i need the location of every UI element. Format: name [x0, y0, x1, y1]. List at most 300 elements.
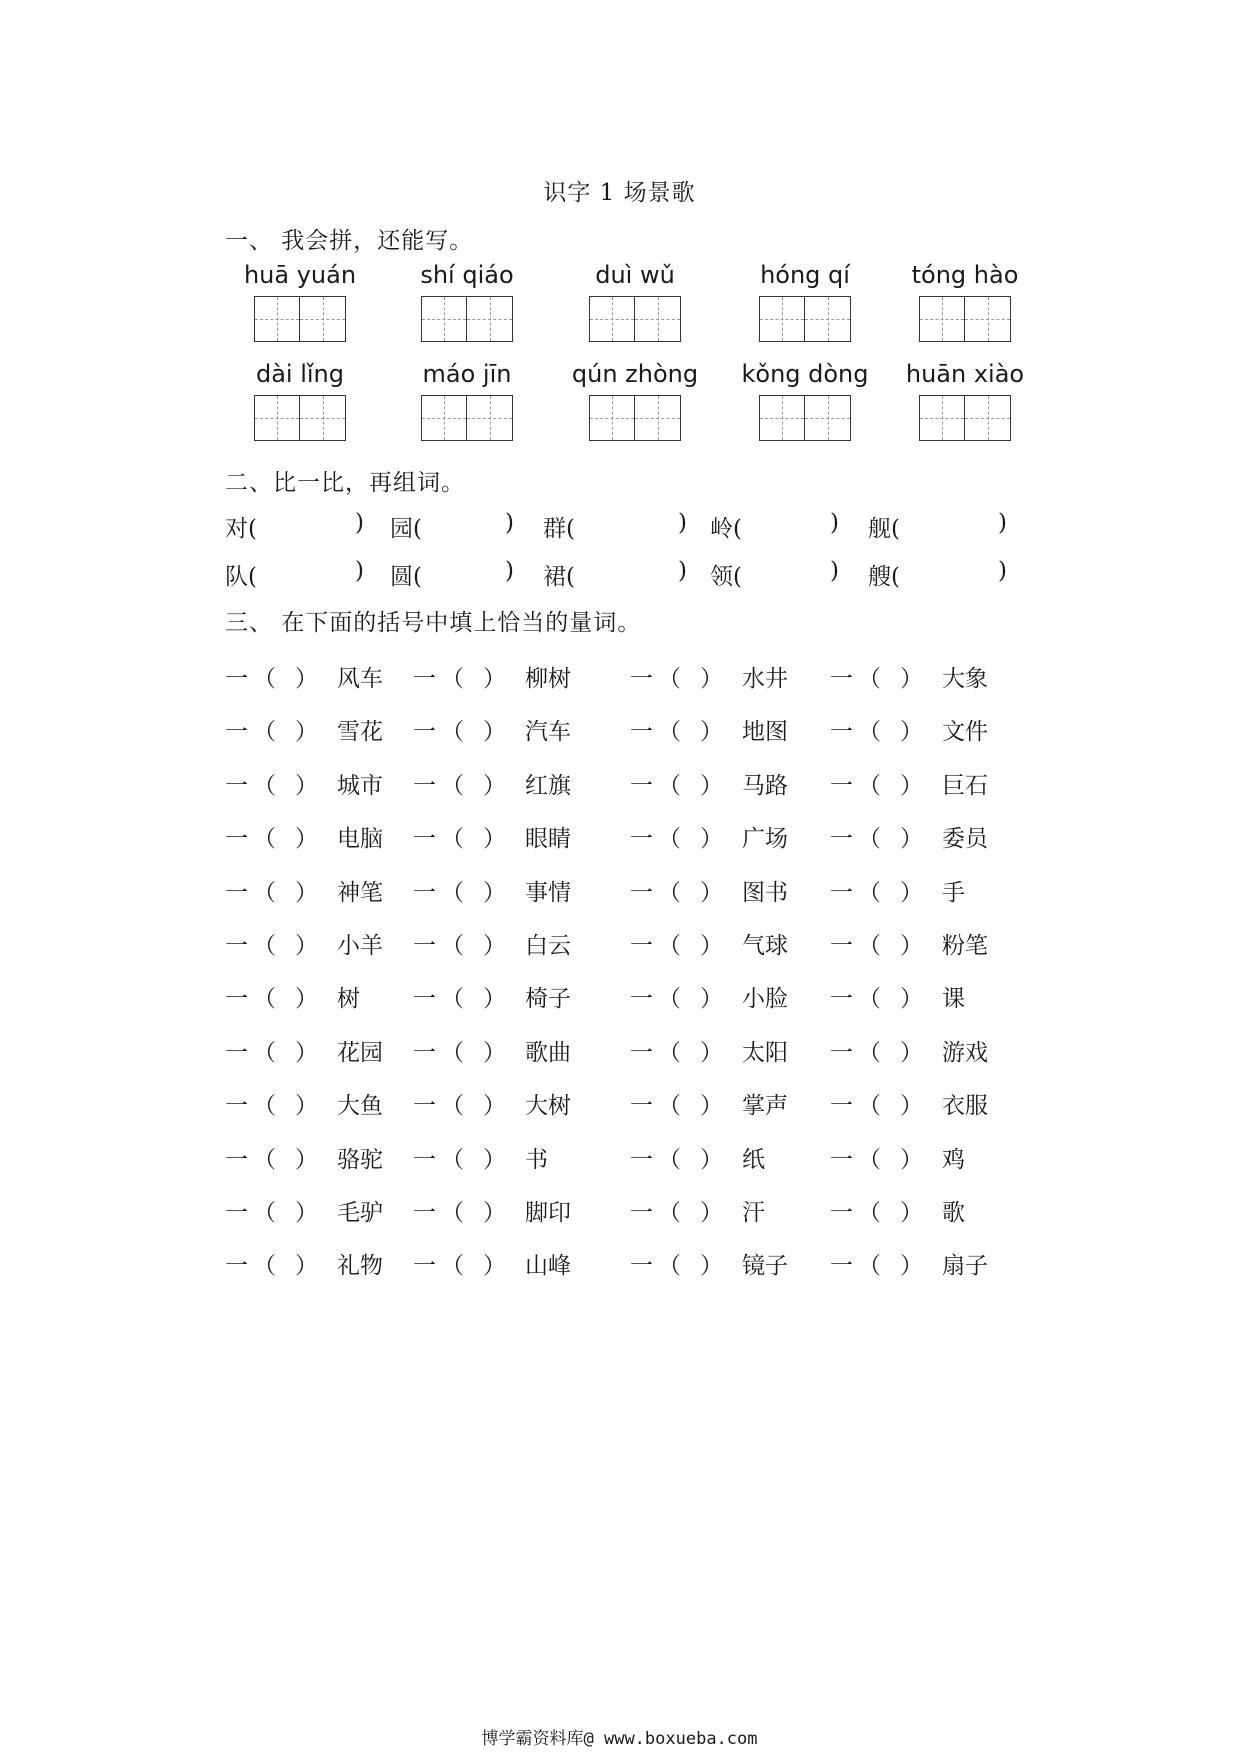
noun-text: 电脑 — [337, 826, 383, 853]
prefix-one: 一 — [225, 666, 248, 692]
prefix-one: 一 — [830, 933, 853, 959]
tianzige-writing-box[interactable] — [467, 296, 513, 342]
prefix-one: 一 — [225, 1093, 248, 1120]
noun-text: 汽车 — [525, 719, 571, 746]
prefix-one: 一 — [413, 826, 436, 853]
paren-open: ( — [891, 516, 900, 542]
noun-text: 山峰 — [525, 1253, 571, 1280]
noun-text: 气球 — [742, 933, 788, 959]
paren-close: ） — [700, 933, 723, 959]
prefix-one: 一 — [830, 772, 853, 799]
paren-close: ） — [295, 1200, 318, 1226]
noun-text: 大象 — [942, 666, 988, 692]
measure-word-row — [225, 1141, 1025, 1175]
paren-open: （ — [441, 933, 464, 959]
paren-close: ） — [700, 1093, 723, 1120]
noun-text: 扇子 — [942, 1253, 988, 1280]
pinyin-text: kǒng dòng — [741, 360, 869, 388]
paren-open: （ — [658, 1253, 681, 1280]
prefix-one: 一 — [630, 1146, 653, 1173]
compare-character: 队 — [225, 564, 248, 590]
paren-close: ） — [483, 986, 506, 1013]
paren-open: （ — [253, 772, 276, 799]
noun-text: 大鱼 — [337, 1093, 383, 1120]
noun-text: 掌声 — [742, 1093, 788, 1120]
paren-close: ） — [483, 933, 506, 959]
noun-text: 风车 — [337, 666, 383, 692]
paren-open: （ — [441, 986, 464, 1013]
compare-item — [543, 558, 687, 591]
prefix-one: 一 — [830, 719, 853, 746]
paren-open: ( — [891, 564, 900, 590]
paren-open: （ — [441, 1253, 464, 1280]
paren-open: （ — [441, 1039, 464, 1066]
pinyin-item — [215, 357, 385, 441]
prefix-one: 一 — [830, 1200, 853, 1226]
paren-close: ） — [483, 719, 506, 746]
prefix-one: 一 — [830, 879, 853, 906]
prefix-one: 一 — [413, 719, 436, 746]
paren-close: ） — [700, 826, 723, 853]
paren-open: ( — [733, 564, 742, 590]
paren-open: （ — [441, 826, 464, 853]
paren-close: ） — [700, 1039, 723, 1066]
paren-close: ) — [998, 558, 1007, 584]
paren-close: ） — [700, 666, 723, 692]
pinyin-text: huā yuán — [243, 261, 357, 289]
noun-text: 小羊 — [337, 933, 383, 959]
noun-text: 课 — [942, 986, 965, 1013]
compare-item — [543, 510, 687, 543]
measure-word-row — [225, 1194, 1025, 1228]
paren-open: （ — [858, 1093, 881, 1120]
tianzige-writing-box[interactable] — [300, 296, 346, 342]
writing-boxes — [880, 296, 1050, 342]
pinyin-text: shí qiáo — [420, 261, 514, 289]
paren-close: ) — [998, 510, 1007, 536]
pinyin-item — [720, 357, 890, 441]
paren-close: ） — [900, 772, 923, 799]
prefix-one: 一 — [830, 1039, 853, 1066]
prefix-one: 一 — [830, 666, 853, 692]
paren-close: ） — [295, 826, 318, 853]
tianzige-writing-box[interactable] — [759, 296, 805, 342]
tianzige-writing-box[interactable] — [300, 395, 346, 441]
compare-character: 裙 — [543, 564, 566, 590]
paren-close: ） — [483, 1093, 506, 1120]
noun-text: 游戏 — [942, 1039, 988, 1066]
noun-text: 大树 — [525, 1093, 571, 1120]
noun-text: 神笔 — [337, 879, 383, 906]
tianzige-writing-box[interactable] — [421, 296, 467, 342]
paren-close: ） — [295, 933, 318, 959]
prefix-one: 一 — [830, 1253, 853, 1280]
writing-boxes — [382, 296, 552, 342]
prefix-one: 一 — [413, 986, 436, 1013]
paren-open: ( — [413, 516, 422, 542]
paren-open: （ — [253, 719, 276, 746]
noun-text: 脚印 — [525, 1200, 571, 1226]
paren-open: （ — [253, 1093, 276, 1120]
prefix-one: 一 — [413, 1146, 436, 1173]
pinyin-item — [880, 258, 1050, 342]
compare-item — [710, 510, 839, 543]
pinyin-text: huān xiào — [905, 360, 1025, 388]
noun-text: 委员 — [942, 826, 988, 853]
noun-text: 手 — [942, 879, 965, 906]
paren-close: ） — [483, 1253, 506, 1280]
compare-item — [225, 510, 364, 543]
compare-character: 领 — [710, 564, 733, 590]
paren-close: ） — [900, 719, 923, 746]
paren-close: ） — [295, 1146, 318, 1173]
paren-close: ) — [505, 558, 514, 584]
paren-close: ） — [483, 1200, 506, 1226]
paren-close: ） — [900, 1039, 923, 1066]
paren-open: （ — [253, 826, 276, 853]
prefix-one: 一 — [225, 1146, 248, 1173]
paren-open: （ — [658, 1039, 681, 1066]
paren-open: （ — [658, 719, 681, 746]
paren-close: ） — [483, 826, 506, 853]
paren-open: （ — [858, 772, 881, 799]
paren-open: ( — [248, 516, 257, 542]
paren-open: （ — [658, 1146, 681, 1173]
paren-close: ） — [483, 1039, 506, 1066]
paren-close: ） — [900, 986, 923, 1013]
prefix-one: 一 — [413, 666, 436, 692]
measure-word-row — [225, 1247, 1025, 1281]
paren-close: ） — [295, 719, 318, 746]
prefix-one: 一 — [630, 826, 653, 853]
compare-character: 艘 — [868, 564, 891, 590]
writing-boxes — [550, 296, 720, 342]
prefix-one: 一 — [630, 1039, 653, 1066]
compare-item — [390, 558, 514, 591]
paren-open: （ — [658, 666, 681, 692]
noun-text: 歌曲 — [525, 1039, 571, 1066]
paren-close: ) — [678, 510, 687, 536]
noun-text: 树 — [337, 986, 360, 1013]
noun-text: 礼物 — [337, 1253, 383, 1280]
paren-close: ） — [483, 666, 506, 692]
paren-open: （ — [858, 986, 881, 1013]
pinyin-text: dài lǐng — [255, 360, 345, 388]
paren-close: ） — [483, 879, 506, 906]
prefix-one: 一 — [413, 879, 436, 906]
compare-character: 舰 — [868, 516, 891, 542]
measure-word-row — [225, 980, 1025, 1014]
noun-text: 巨石 — [942, 772, 988, 799]
paren-close: ） — [295, 986, 318, 1013]
paren-close: ） — [700, 1146, 723, 1173]
paren-open: （ — [441, 1200, 464, 1226]
paren-open: （ — [253, 666, 276, 692]
paren-close: ） — [483, 1146, 506, 1173]
paren-close: ） — [700, 1253, 723, 1280]
paren-open: （ — [658, 1093, 681, 1120]
prefix-one: 一 — [413, 1093, 436, 1120]
prefix-one: 一 — [630, 1200, 653, 1226]
noun-text: 广场 — [742, 826, 788, 853]
noun-text: 地图 — [742, 719, 788, 746]
paren-open: （ — [253, 879, 276, 906]
tianzige-writing-box[interactable] — [965, 296, 1011, 342]
compare-row — [225, 510, 1025, 544]
prefix-one: 一 — [630, 1253, 653, 1280]
pinyin-item — [880, 357, 1050, 441]
noun-text: 柳树 — [525, 666, 571, 692]
measure-word-row — [225, 713, 1025, 747]
paren-close: ) — [505, 510, 514, 536]
paren-open: （ — [441, 1146, 464, 1173]
paren-close: ） — [700, 879, 723, 906]
paren-open: （ — [441, 666, 464, 692]
noun-text: 马路 — [742, 772, 788, 799]
measure-word-row — [225, 927, 1025, 961]
compare-row — [225, 558, 1025, 592]
compare-character: 群 — [543, 516, 566, 542]
paren-close: ） — [700, 719, 723, 746]
paren-open: （ — [441, 879, 464, 906]
measure-word-row — [225, 820, 1025, 854]
paren-close: ) — [355, 510, 364, 536]
pinyin-item — [382, 357, 552, 441]
noun-text: 花园 — [337, 1039, 383, 1066]
pinyin-text: qún zhòng — [571, 360, 699, 388]
footer-watermark: 博学霸资料库@ www.boxueba.com — [481, 1729, 758, 1749]
compare-character: 对 — [225, 516, 248, 542]
pinyin-text: hóng qí — [760, 261, 850, 289]
paren-close: ） — [900, 1146, 923, 1173]
tianzige-writing-box[interactable] — [254, 296, 300, 342]
paren-open: （ — [858, 719, 881, 746]
noun-text: 红旗 — [525, 772, 571, 799]
measure-word-row — [225, 767, 1025, 801]
prefix-one: 一 — [630, 879, 653, 906]
paren-close: ） — [900, 933, 923, 959]
prefix-one: 一 — [225, 986, 248, 1013]
prefix-one: 一 — [413, 1039, 436, 1066]
noun-text: 粉笔 — [942, 933, 988, 959]
section-1-heading: 一、 我会拼，还能写。 — [225, 228, 474, 254]
compare-character: 园 — [390, 516, 413, 542]
paren-close: ) — [355, 558, 364, 584]
prefix-one: 一 — [413, 772, 436, 799]
paren-open: （ — [858, 1039, 881, 1066]
paren-open: （ — [253, 1146, 276, 1173]
noun-text: 衣服 — [942, 1093, 988, 1120]
pinyin-text: duì wǔ — [595, 261, 675, 289]
paren-open: （ — [253, 986, 276, 1013]
paren-open: （ — [658, 826, 681, 853]
paren-open: ( — [413, 564, 422, 590]
pinyin-item — [215, 258, 385, 342]
noun-text: 事情 — [525, 879, 571, 906]
paren-close: ) — [830, 510, 839, 536]
prefix-one: 一 — [225, 1253, 248, 1280]
noun-text: 书 — [525, 1146, 548, 1173]
paren-open: （ — [858, 826, 881, 853]
paren-open: ( — [733, 516, 742, 542]
measure-word-row — [225, 1087, 1025, 1121]
paren-close: ） — [483, 772, 506, 799]
tianzige-writing-box[interactable] — [919, 296, 965, 342]
writing-boxes — [382, 395, 552, 441]
section-3-heading: 三、 在下面的括号中填上恰当的量词。 — [225, 610, 642, 636]
paren-close: ） — [295, 1039, 318, 1066]
noun-text: 太阳 — [742, 1039, 788, 1066]
paren-open: （ — [658, 986, 681, 1013]
compare-item — [225, 558, 364, 591]
paren-open: （ — [658, 772, 681, 799]
noun-text: 文件 — [942, 719, 988, 746]
prefix-one: 一 — [630, 933, 653, 959]
compare-character: 岭 — [710, 516, 733, 542]
noun-text: 镜子 — [742, 1253, 788, 1280]
noun-text: 椅子 — [525, 986, 571, 1013]
paren-open: ( — [566, 564, 575, 590]
tianzige-writing-box[interactable] — [805, 395, 851, 441]
paren-close: ） — [700, 772, 723, 799]
prefix-one: 一 — [413, 1253, 436, 1280]
pinyin-item — [550, 258, 720, 342]
paren-close: ） — [900, 666, 923, 692]
writing-boxes — [720, 296, 890, 342]
paren-close: ） — [295, 666, 318, 692]
tianzige-writing-box[interactable] — [919, 395, 965, 441]
noun-text: 城市 — [337, 772, 383, 799]
prefix-one: 一 — [225, 933, 248, 959]
prefix-one: 一 — [225, 772, 248, 799]
noun-text: 眼睛 — [525, 826, 571, 853]
paren-open: （ — [253, 933, 276, 959]
paren-open: （ — [858, 933, 881, 959]
paren-open: （ — [858, 1146, 881, 1173]
prefix-one: 一 — [225, 879, 248, 906]
prefix-one: 一 — [413, 933, 436, 959]
tianzige-writing-box[interactable] — [805, 296, 851, 342]
paren-open: （ — [658, 1200, 681, 1226]
pinyin-item — [720, 258, 890, 342]
prefix-one: 一 — [630, 719, 653, 746]
paren-close: ） — [295, 772, 318, 799]
prefix-one: 一 — [830, 1093, 853, 1120]
tianzige-writing-box[interactable] — [965, 395, 1011, 441]
tianzige-writing-box[interactable] — [254, 395, 300, 441]
compare-character: 圆 — [390, 564, 413, 590]
paren-close: ） — [900, 826, 923, 853]
pinyin-text: tóng hào — [911, 261, 1019, 289]
noun-text: 骆驼 — [337, 1146, 383, 1173]
paren-open: （ — [858, 1200, 881, 1226]
paren-close: ） — [700, 1200, 723, 1226]
noun-text: 纸 — [742, 1146, 765, 1173]
writing-boxes — [215, 296, 385, 342]
writing-boxes — [880, 395, 1050, 441]
prefix-one: 一 — [225, 719, 248, 746]
noun-text: 小脸 — [742, 986, 788, 1013]
prefix-one: 一 — [630, 666, 653, 692]
prefix-one: 一 — [225, 826, 248, 853]
noun-text: 白云 — [525, 933, 571, 959]
tianzige-writing-box[interactable] — [421, 395, 467, 441]
noun-text: 雪花 — [337, 719, 383, 746]
compare-item — [868, 558, 1007, 591]
compare-item — [390, 510, 514, 543]
compare-item — [868, 510, 1007, 543]
paren-close: ） — [900, 1253, 923, 1280]
paren-close: ） — [900, 1200, 923, 1226]
prefix-one: 一 — [630, 772, 653, 799]
compare-item — [710, 558, 839, 591]
measure-word-row — [225, 660, 1025, 694]
paren-open: （ — [858, 879, 881, 906]
paren-open: （ — [858, 666, 881, 692]
tianzige-writing-box[interactable] — [589, 296, 635, 342]
section-2-heading: 二、比一比，再组词。 — [225, 470, 465, 496]
prefix-one: 一 — [225, 1039, 248, 1066]
paren-open: （ — [253, 1200, 276, 1226]
paren-open: （ — [253, 1039, 276, 1066]
prefix-one: 一 — [630, 1093, 653, 1120]
paren-close: ) — [678, 558, 687, 584]
paren-close: ) — [830, 558, 839, 584]
paren-close: ） — [295, 879, 318, 906]
page-title: 识字 1 场景歌 — [543, 180, 696, 206]
pinyin-item — [550, 357, 720, 441]
writing-boxes — [720, 395, 890, 441]
tianzige-writing-box[interactable] — [467, 395, 513, 441]
noun-text: 歌 — [942, 1200, 965, 1226]
prefix-one: 一 — [830, 826, 853, 853]
prefix-one: 一 — [630, 986, 653, 1013]
measure-word-row — [225, 1034, 1025, 1068]
paren-open: （ — [658, 933, 681, 959]
paren-close: ） — [900, 1093, 923, 1120]
paren-open: ( — [248, 564, 257, 590]
noun-text: 图书 — [742, 879, 788, 906]
tianzige-writing-box[interactable] — [635, 296, 681, 342]
pinyin-text: máo jīn — [422, 360, 512, 388]
paren-open: （ — [658, 879, 681, 906]
tianzige-writing-box[interactable] — [589, 395, 635, 441]
prefix-one: 一 — [830, 1146, 853, 1173]
measure-word-row — [225, 874, 1025, 908]
paren-open: （ — [441, 719, 464, 746]
paren-open: （ — [253, 1253, 276, 1280]
writing-boxes — [550, 395, 720, 441]
paren-close: ） — [295, 1093, 318, 1120]
paren-close: ） — [700, 986, 723, 1013]
paren-close: ） — [295, 1253, 318, 1280]
tianzige-writing-box[interactable] — [759, 395, 805, 441]
prefix-one: 一 — [413, 1200, 436, 1226]
writing-boxes — [215, 395, 385, 441]
paren-close: ） — [900, 879, 923, 906]
noun-text: 毛驴 — [337, 1200, 383, 1226]
paren-open: （ — [441, 772, 464, 799]
paren-open: （ — [441, 1093, 464, 1120]
paren-open: ( — [566, 516, 575, 542]
tianzige-writing-box[interactable] — [635, 395, 681, 441]
noun-text: 汗 — [742, 1200, 765, 1226]
noun-text: 水井 — [742, 666, 788, 692]
prefix-one: 一 — [830, 986, 853, 1013]
pinyin-item — [382, 258, 552, 342]
noun-text: 鸡 — [942, 1146, 965, 1173]
prefix-one: 一 — [225, 1200, 248, 1226]
